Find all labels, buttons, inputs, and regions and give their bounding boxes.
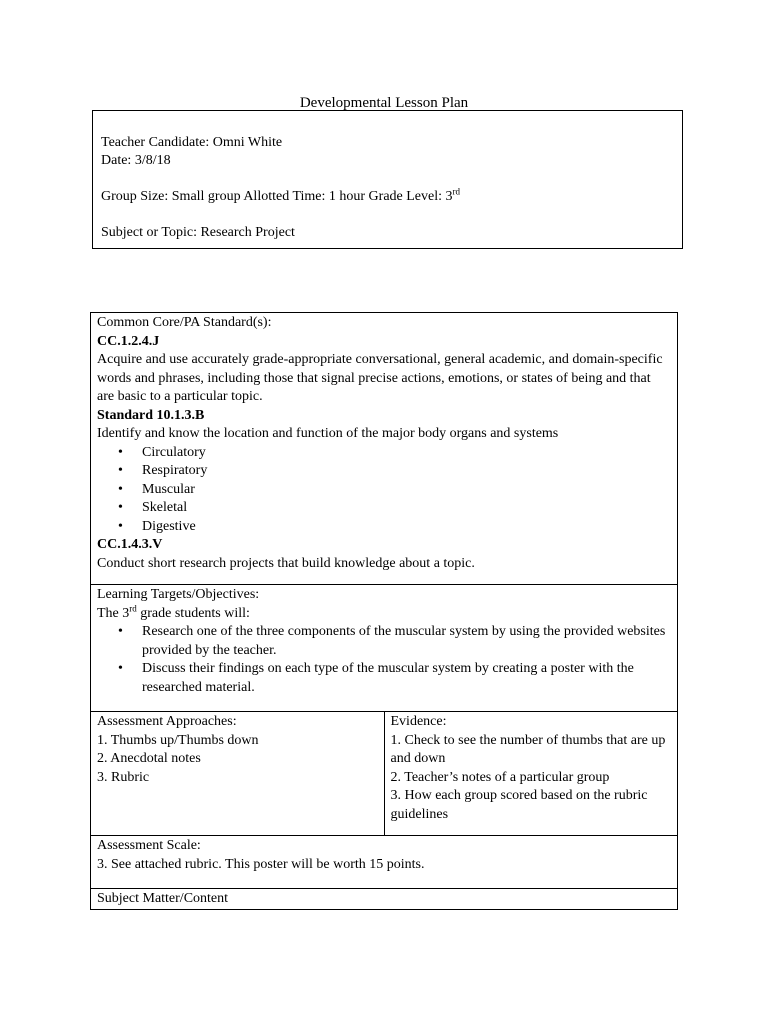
- standard-3-code: CC.1.4.3.V: [97, 537, 163, 552]
- assessment-label: Assessment Approaches:: [97, 714, 237, 729]
- list-item: • Skeletal: [142, 499, 671, 518]
- list-item: • Discuss their findings on each type of the muscular system by creating a poster with the researched material.: [142, 660, 671, 697]
- subject-matter-cell: [91, 889, 678, 910]
- list-item: 2. Teacher’s notes of a particular group: [390, 769, 610, 785]
- body-systems-list: [97, 444, 671, 537]
- list-item: • Circulatory: [142, 444, 671, 463]
- standard-1-code: CC.1.2.4.J: [97, 333, 160, 349]
- subject-matter-label: Subject Matter/Content: [97, 891, 229, 906]
- list-item: 1. Thumbs up/Thumbs down: [97, 732, 259, 748]
- list-item: 1. Check to see the number of thumbs that are up and down: [390, 732, 666, 766]
- teacher-candidate: Teacher Candidate: Omni White: [101, 135, 283, 150]
- evidence-cell: [384, 712, 678, 836]
- objectives-list: [97, 623, 671, 697]
- list-item: • Respiratory: [142, 462, 671, 481]
- objectives-intro-prefix: The 3: [97, 605, 130, 621]
- standard-2-code: Standard 10.1.3.B: [97, 407, 205, 423]
- list-item: 3. How each group scored based on the rubric guidelines: [390, 788, 648, 822]
- standard-3-text: Conduct short research projects that build knowledge about a topic.: [97, 555, 475, 571]
- lesson-header-box: [92, 110, 683, 249]
- assessment-scale-row: [91, 836, 678, 889]
- list-item: • Muscular: [142, 481, 671, 500]
- subject-topic: Subject or Topic: Research Project: [101, 225, 295, 240]
- list-item: • Research one of the three components of the muscular system by using the provided websites provided by the teacher.: [142, 623, 671, 660]
- standards-cell: [91, 313, 678, 585]
- lesson-date: Date: 3/8/18: [101, 153, 171, 168]
- assessment-scale-cell: [91, 836, 678, 889]
- objectives-intro: [97, 602, 671, 624]
- assessment-row: [91, 712, 678, 836]
- group-size-line: [101, 188, 682, 206]
- list-item: 3. Rubric: [97, 769, 150, 785]
- list-item: 2. Anecdotal notes: [97, 751, 201, 766]
- objectives-intro-suffix: grade students will:: [136, 605, 250, 621]
- lesson-plan-table: [90, 312, 678, 910]
- standards-row: [91, 313, 678, 585]
- objectives-intro-sup: rd: [129, 602, 137, 613]
- standard-2-text: Identify and know the location and function of the major body organs and systems: [97, 426, 559, 441]
- page-title: Developmental Lesson Plan: [299, 95, 469, 111]
- objectives-cell: [91, 585, 678, 712]
- evidence-label: Evidence:: [390, 714, 447, 729]
- standard-1-text: Acquire and use accurately grade-appropriate conversational, general academic, and domain-specific words and phrases, including those that signal precise actions, emotions, or states of being and that are basic to a particular topic.: [97, 352, 663, 404]
- subject-matter-row: [91, 889, 678, 910]
- grade-superscript: rd: [452, 186, 461, 197]
- objectives-row: [91, 585, 678, 712]
- assessment-approaches-cell: [91, 712, 385, 836]
- scale-label: Assessment Scale:: [97, 838, 201, 853]
- group-size-text: Group Size: Small group Allotted Time: 1 hour Grade Level: 3: [101, 189, 453, 204]
- standards-label: Common Core/PA Standard(s):: [97, 315, 272, 330]
- list-item: • Digestive: [142, 518, 671, 537]
- objectives-label: Learning Targets/Objectives:: [97, 587, 260, 602]
- scale-text: 3. See attached rubric. This poster will be worth 15 points.: [97, 856, 425, 872]
